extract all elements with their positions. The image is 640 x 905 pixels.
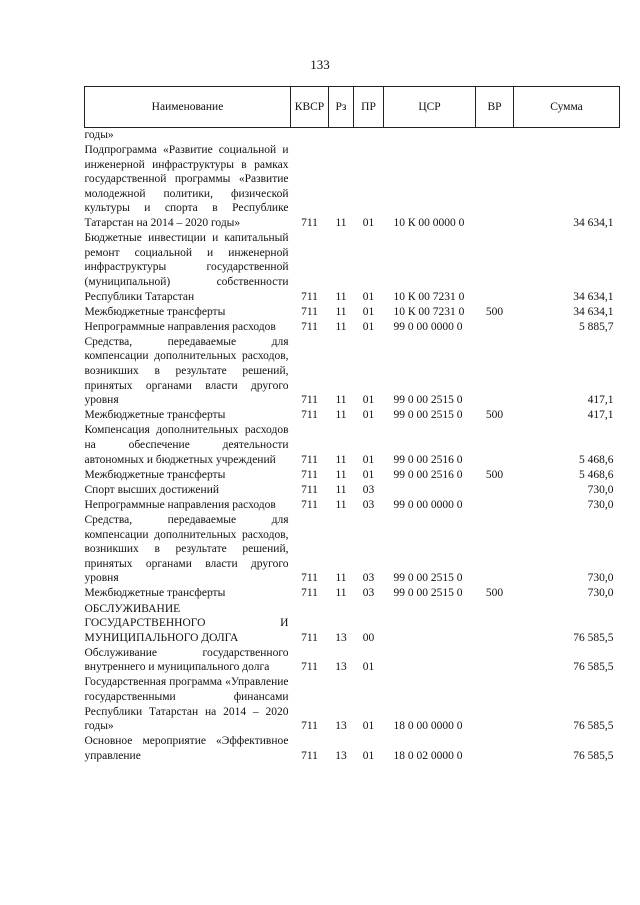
cell-sum: 730,0 xyxy=(587,483,614,496)
cell-name: годы» xyxy=(84,129,114,141)
header-pr: ПР xyxy=(354,87,384,128)
cell-vr xyxy=(476,734,514,764)
cell-sum: 5 468,6 xyxy=(579,453,614,466)
cell-rz: 11 xyxy=(335,572,347,585)
cell-sum: 76 585,5 xyxy=(573,720,614,733)
cell-kvsr xyxy=(291,128,329,143)
table-header-row xyxy=(85,87,620,128)
cell-pr: 01 xyxy=(362,720,375,733)
cell-rz: 11 xyxy=(335,305,347,318)
cell-kvsr: 711 xyxy=(301,587,318,600)
cell-sum: 730,0 xyxy=(587,572,614,585)
cell-sum: 76 585,5 xyxy=(573,749,614,762)
cell-csr: 99 0 00 2515 0 xyxy=(393,409,463,422)
cell-rz: 13 xyxy=(335,720,347,733)
cell-csr: 99 0 00 0000 0 xyxy=(393,320,463,333)
cell-pr: 01 xyxy=(362,661,375,674)
cell-kvsr: 711 xyxy=(301,749,318,762)
cell-name: Бюджетные инвестиции и капитальный ремонт социальной и инженерной инфраструктуры государственной (муниципальной) собственности Республики Татарстан xyxy=(84,232,289,303)
table-row xyxy=(85,304,620,319)
cell-pr: 03 xyxy=(362,483,375,496)
cell-vr: 500 xyxy=(485,587,504,600)
table-row xyxy=(85,497,620,512)
cell-pr: 01 xyxy=(362,217,375,230)
cell-kvsr: 711 xyxy=(301,572,318,585)
cell-name: Средства, передаваемые для компенсации дополнительных расходов, возникших в результате решений, принятых органами власти другого уровня xyxy=(84,513,289,585)
cell-sum xyxy=(514,128,620,143)
page-number: 133 xyxy=(310,57,330,72)
cell-rz: 13 xyxy=(335,661,347,674)
table-row xyxy=(85,231,620,304)
table-row xyxy=(85,675,620,734)
cell-rz: 11 xyxy=(335,483,347,496)
cell-vr xyxy=(476,334,514,407)
table-row xyxy=(85,128,620,143)
cell-name: Компенсация дополнительных расходов на обеспечение деятельности автономных и бюджетных учреждений xyxy=(84,424,289,466)
cell-kvsr: 711 xyxy=(301,453,318,466)
cell-vr xyxy=(476,319,514,334)
cell-sum: 76 585,5 xyxy=(573,661,614,674)
cell-pr: 01 xyxy=(362,394,375,407)
cell-pr xyxy=(354,128,384,143)
cell-vr xyxy=(476,675,514,734)
cell-rz: 11 xyxy=(335,498,347,511)
cell-csr xyxy=(384,645,476,675)
cell-kvsr: 711 xyxy=(301,409,318,422)
cell-pr: 03 xyxy=(362,498,375,511)
table-body xyxy=(85,128,620,764)
cell-name: Межбюджетные трансферты xyxy=(84,468,226,481)
table-row xyxy=(85,512,620,585)
table-row xyxy=(85,645,620,675)
header-csr: ЦСР xyxy=(384,87,476,128)
cell-pr: 01 xyxy=(362,290,375,303)
cell-name: ОБСЛУЖИВАНИЕ ГОСУДАРСТВЕННОГО И МУНИЦИПАЛЬНОГО ДОЛГА xyxy=(84,602,289,644)
cell-sum: 34 634,1 xyxy=(573,290,614,303)
cell-pr: 03 xyxy=(362,572,375,585)
cell-vr: 500 xyxy=(485,468,504,481)
cell-name: Спорт высших достижений xyxy=(84,483,220,496)
cell-vr xyxy=(476,512,514,585)
cell-sum: 34 634,1 xyxy=(573,217,614,230)
budget-table xyxy=(84,86,620,764)
cell-csr: 10 К 00 0000 0 xyxy=(393,217,465,230)
cell-name: Средства, передаваемые для компенсации дополнительных расходов, возникших в результате решений, принятых органами власти другого уровня xyxy=(84,335,289,407)
cell-rz xyxy=(329,128,354,143)
header-vr: ВР xyxy=(476,87,514,128)
cell-vr xyxy=(476,128,514,143)
cell-csr: 99 0 00 2515 0 xyxy=(393,572,463,585)
header-kvsr: КВСР xyxy=(291,87,329,128)
table-row xyxy=(85,334,620,407)
cell-name: Межбюджетные трансферты xyxy=(84,409,226,422)
cell-name: Межбюджетные трансферты xyxy=(84,305,226,318)
cell-pr: 01 xyxy=(362,409,375,422)
cell-vr xyxy=(476,143,514,231)
cell-csr xyxy=(384,601,476,645)
cell-kvsr: 711 xyxy=(301,468,318,481)
cell-rz: 11 xyxy=(335,320,347,333)
header-rz: Рз xyxy=(329,87,354,128)
cell-vr: 500 xyxy=(485,305,504,318)
cell-pr: 01 xyxy=(362,453,375,466)
header-sum: Сумма xyxy=(514,87,620,128)
cell-csr: 18 0 02 0000 0 xyxy=(393,749,463,762)
cell-csr xyxy=(384,128,476,143)
cell-name: Государственная программа «Управление государственными финансами Республики Татарстан на 2014 – 2020 годы» xyxy=(84,676,289,733)
cell-vr: 500 xyxy=(485,409,504,422)
cell-csr: 99 0 00 2516 0 xyxy=(393,468,463,481)
cell-csr xyxy=(384,482,476,497)
cell-csr: 99 0 00 2515 0 xyxy=(393,394,463,407)
cell-kvsr: 711 xyxy=(301,394,318,407)
cell-vr xyxy=(476,497,514,512)
cell-rz: 11 xyxy=(335,217,347,230)
table-row xyxy=(85,408,620,423)
cell-name: Непрограммные направления расходов xyxy=(84,320,276,333)
cell-vr xyxy=(476,231,514,304)
table-row xyxy=(85,319,620,334)
cell-rz: 13 xyxy=(335,749,347,762)
cell-csr: 10 К 00 7231 0 xyxy=(393,305,465,318)
cell-rz: 11 xyxy=(335,453,347,466)
cell-kvsr: 711 xyxy=(301,498,318,511)
cell-pr: 01 xyxy=(362,320,375,333)
table-row xyxy=(85,601,620,645)
table-row xyxy=(85,467,620,482)
cell-kvsr: 711 xyxy=(301,661,318,674)
table-row xyxy=(85,586,620,601)
cell-csr: 10 К 00 7231 0 xyxy=(393,290,465,303)
cell-pr: 01 xyxy=(362,749,375,762)
cell-sum: 76 585,5 xyxy=(573,631,614,644)
cell-csr: 99 0 00 0000 0 xyxy=(393,498,463,511)
cell-pr: 01 xyxy=(362,468,375,481)
cell-name: Непрограммные направления расходов xyxy=(84,498,276,511)
cell-rz: 11 xyxy=(335,468,347,481)
cell-rz: 11 xyxy=(335,290,347,303)
cell-pr: 01 xyxy=(362,305,375,318)
cell-sum: 730,0 xyxy=(587,587,614,600)
cell-pr: 03 xyxy=(362,587,375,600)
cell-pr: 00 xyxy=(362,631,375,644)
cell-vr xyxy=(476,423,514,467)
cell-kvsr: 711 xyxy=(301,631,318,644)
cell-csr: 99 0 00 2516 0 xyxy=(393,453,463,466)
cell-rz: 11 xyxy=(335,394,347,407)
cell-sum: 5 468,6 xyxy=(579,468,614,481)
cell-sum: 417,1 xyxy=(587,409,614,422)
table-row xyxy=(85,143,620,231)
cell-name: Обслуживание государственного внутреннего и муниципального долга xyxy=(84,646,289,674)
table-row xyxy=(85,423,620,467)
cell-sum: 730,0 xyxy=(587,498,614,511)
cell-vr xyxy=(476,482,514,497)
cell-csr: 99 0 00 2515 0 xyxy=(393,587,463,600)
cell-kvsr: 711 xyxy=(301,483,318,496)
cell-rz: 11 xyxy=(335,409,347,422)
cell-sum: 417,1 xyxy=(587,394,614,407)
table-row xyxy=(85,482,620,497)
cell-rz: 11 xyxy=(335,587,347,600)
cell-vr xyxy=(476,645,514,675)
cell-kvsr: 711 xyxy=(301,720,318,733)
cell-vr xyxy=(476,601,514,645)
cell-rz: 13 xyxy=(335,631,347,644)
cell-kvsr: 711 xyxy=(301,320,318,333)
cell-sum: 5 885,7 xyxy=(579,320,614,333)
cell-name: Межбюджетные трансферты xyxy=(84,587,226,600)
cell-kvsr: 711 xyxy=(301,217,318,230)
table-row xyxy=(85,734,620,764)
cell-name: Подпрограмма «Развитие социальной и инженерной инфраструктуры в рамках государственной программы «Развитие молодежной политики, физической культуры и спорта в Республике Татарстан на 2014 – 2020 годы» xyxy=(84,144,289,230)
cell-kvsr: 711 xyxy=(301,290,318,303)
cell-csr: 18 0 00 0000 0 xyxy=(393,720,463,733)
header-name: Наименование xyxy=(85,87,291,128)
cell-name: Основное мероприятие «Эффективное управление xyxy=(84,735,289,762)
cell-sum: 34 634,1 xyxy=(573,305,614,318)
cell-kvsr: 711 xyxy=(301,305,318,318)
